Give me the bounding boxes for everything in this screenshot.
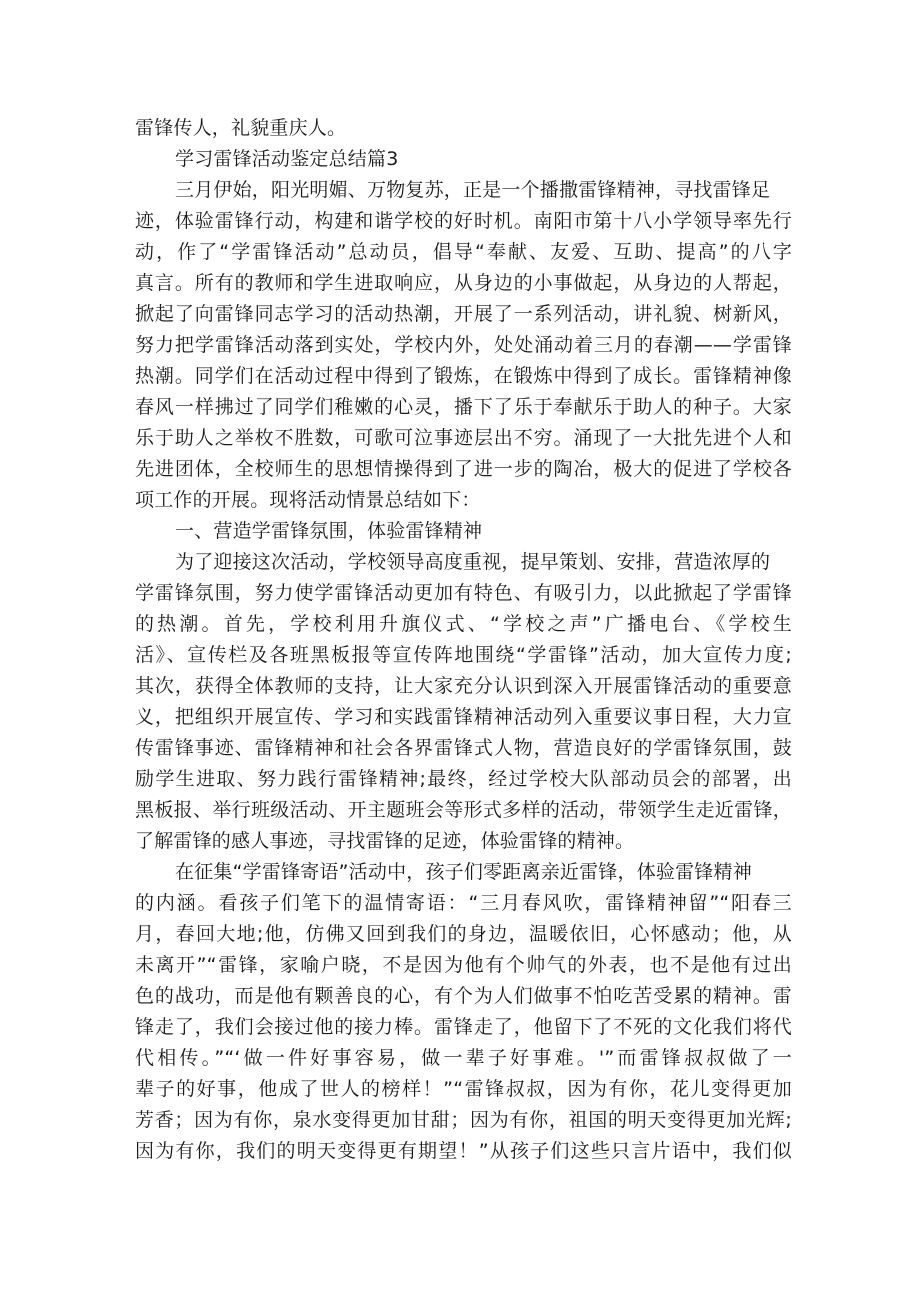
paragraph-line: 迹，体验雷锋行动，构建和谐学校的好时机。南阳市第十八小学领导率先行	[135, 210, 792, 232]
paragraph-line: 努力把学雷锋活动落到实处，学校内外，处处涌动着三月的春潮——学雷锋	[135, 334, 792, 356]
paragraph-line: 真言。所有的教师和学生进取响应，从身边的小事做起，从身边的人帮起，	[135, 272, 792, 294]
paragraph-line: 热潮。同学们在活动过程中得到了锻炼，在锻炼中得到了成长。雷锋精神像	[135, 365, 792, 387]
paragraph-line: 芳香；因为有你，泉水变得更加甘甜；因为有你，祖国的明天变得更加光辉;	[135, 1109, 792, 1131]
paragraph-line: 辈子的好事，他成了世人的榜样！”“雷锋叔叔，因为有你，花儿变得更加	[135, 1078, 792, 1100]
section-heading: 学习雷锋活动鉴定总结篇3	[175, 148, 399, 170]
paragraph-line: 动，作了“学雷锋活动”总动员，倡导“奉献、友爱、互助、提高”的八字	[135, 241, 792, 263]
paragraph-line: 为了迎接这次活动，学校领导高度重视，提早策划、安排，营造浓厚的	[175, 551, 771, 573]
paragraph-line: 因为有你，我们的明天变得更有期望！”从孩子们这些只言片语中，我们似	[135, 1140, 792, 1162]
paragraph-line: 月，春回大地;他，仿佛又回到我们的身边，温暖依旧，心怀感动；他，从	[135, 923, 792, 945]
paragraph-line: 掀起了向雷锋同志学习的活动热潮，开展了一系列活动，讲礼貌、树新风，	[135, 303, 792, 325]
paragraph-line: 活》、宣传栏及各班黑板报等宣传阵地围绕“学雷锋”活动，加大宣传力度;	[135, 644, 792, 666]
paragraph-line: 了解雷锋的感人事迹，寻找雷锋的足迹，体验雷锋的精神。	[135, 830, 635, 852]
paragraph-line: 项工作的开展。现将活动情景总结如下：	[135, 489, 481, 511]
paragraph-line: 色的战功，而是他有颗善良的心，有个为人们做事不怕吃苦受累的精神。雷	[135, 985, 792, 1007]
paragraph-line: 的内涵。看孩子们笔下的温情寄语：“三月春风吹，雷锋精神留”“阳春三	[135, 892, 792, 914]
paragraph-line: 其次，获得全体教师的支持，让大家充分认识到深入开展雷锋活动的重要意	[135, 675, 792, 697]
paragraph-line: 未离开”“雷锋，家喻户晓，不是因为他有个帅气的外表，也不是他有过出	[135, 954, 792, 976]
paragraph-line: 传雷锋事迹、雷锋精神和社会各界雷锋式人物，营造良好的学雷锋氛围，鼓	[135, 737, 792, 759]
paragraph-line: 在征集“学雷锋寄语”活动中，孩子们零距离亲近雷锋，体验雷锋精神	[175, 861, 752, 883]
paragraph-line: 代相传。”“‘做一件好事容易，做一辈子好事难。'”而雷锋叔叔做了一	[135, 1047, 792, 1069]
paragraph-line: 学雷锋氛围，努力使学雷锋活动更加有特色、有吸引力，以此掀起了学雷锋	[135, 582, 792, 604]
paragraph-line: 春风一样拂过了同学们稚嫩的心灵，播下了乐于奉献乐于助人的种子。大家	[135, 396, 792, 418]
paragraph-line: 雷锋传人，礼貌重庆人。	[135, 117, 347, 139]
paragraph-line: 的热潮。首先，学校利用升旗仪式、“学校之声”广播电台、《学校生	[135, 613, 792, 635]
paragraph-line: 三月伊始，阳光明媚、万物复苏，正是一个播撒雷锋精神，寻找雷锋足	[175, 179, 771, 201]
paragraph-line: 义，把组织开展宣传、学习和实践雷锋精神活动列入重要议事日程，大力宣	[135, 706, 792, 728]
paragraph-line: 励学生进取、努力践行雷锋精神;最终，经过学校大队部动员会的部署，出	[135, 768, 792, 790]
section-heading: 一、营造学雷锋氛围，体验雷锋精神	[175, 520, 483, 542]
paragraph-line: 乐于助人之举枚不胜数，可歌可泣事迹层出不穷。涌现了一大批先进个人和	[135, 427, 792, 449]
paragraph-line: 黑板报、举行班级活动、开主题班会等形式多样的活动，带领学生走近雷锋，	[135, 799, 792, 821]
paragraph-line: 先进团体，全校师生的思想情操得到了进一步的陶冶，极大的促进了学校各	[135, 458, 792, 480]
paragraph-line: 锋走了，我们会接过他的接力棒。雷锋走了，他留下了不死的文化我们将代	[135, 1016, 792, 1038]
